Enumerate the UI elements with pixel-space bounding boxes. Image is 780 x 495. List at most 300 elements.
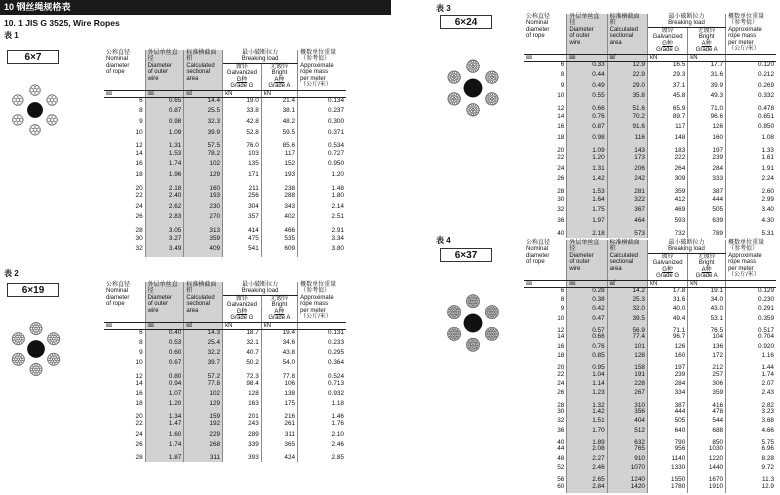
table-cell: 22 [104, 421, 145, 431]
wire [455, 75, 457, 77]
rope-core [27, 340, 44, 357]
unit-kn: kN [647, 280, 687, 287]
table-row [104, 172, 346, 183]
wire [32, 125, 35, 128]
table-cell: 4.66 [761, 426, 774, 434]
wire [48, 358, 50, 360]
wire [453, 103, 455, 105]
table-cell: 18 [524, 353, 567, 362]
table-cell: 103 [223, 151, 262, 162]
unit-mm: ㎜ [567, 54, 607, 61]
rope-cross-section-6x7 [5, 80, 65, 140]
wire [452, 306, 454, 308]
wire [477, 299, 479, 301]
unit-mm: ㎜ [567, 280, 607, 287]
table-cell: 2.82 [761, 401, 774, 409]
table-cell: 0.517 [758, 326, 774, 334]
table-row [524, 72, 776, 82]
table-cell: 444 [647, 409, 687, 418]
table-cell: 32 [104, 246, 145, 257]
wire [48, 340, 50, 342]
table-cell: 211 [223, 183, 262, 194]
table-cell: 1.74 [761, 370, 774, 378]
wire [30, 327, 32, 329]
table-cell: 0.55 [567, 93, 607, 103]
table-cell: 2.27 [567, 456, 607, 465]
wire [486, 77, 488, 79]
wire [494, 331, 496, 333]
table-cell: 475 [223, 236, 262, 247]
wire [456, 331, 458, 333]
table-cell: 243 [223, 421, 262, 431]
table-cell: 49.4 [647, 316, 687, 325]
wire [492, 338, 494, 340]
spec-table [104, 282, 346, 462]
table-cell: 10 [524, 93, 567, 103]
wire [32, 86, 35, 89]
wire [454, 316, 456, 318]
table-cell: 367 [607, 207, 647, 217]
table-cell: 52 [524, 465, 567, 474]
table-cell: 1.18 [331, 400, 344, 408]
table-cell: 412 [647, 197, 687, 207]
header-galvanized-grade-g: 镀锌 Galvanized G种 Grade G [223, 295, 262, 322]
table-cell: 1670 [688, 474, 726, 483]
table-cell: 152 [261, 161, 297, 172]
table-cell: 102 [184, 391, 223, 401]
header-breaking-load: 最小破断拉力 Breaking load [223, 50, 298, 63]
wire [474, 107, 476, 109]
table-cell: 343 [261, 204, 297, 215]
wire [458, 311, 460, 313]
wire [451, 307, 453, 309]
table-cell: 40 [524, 437, 567, 446]
table-cell: 2.08 [567, 446, 607, 455]
wire [453, 71, 455, 73]
table-cell: 34.0 [688, 297, 726, 306]
table-cell: 31.6 [647, 297, 687, 306]
table-cell: 0.44 [567, 72, 607, 82]
wire [12, 358, 14, 360]
wire [467, 344, 469, 346]
wire [473, 349, 475, 351]
table-cell: 1.60 [145, 432, 184, 442]
table-cell: 12 [524, 325, 567, 334]
table-cell: 5.75 [761, 438, 774, 446]
table-cell: 43.8 [261, 350, 297, 360]
table-cell: 16 [104, 391, 145, 401]
table-cell: 3.34 [331, 234, 344, 242]
section-title: 10 钢丝绳规格表 [0, 0, 391, 15]
wire [37, 372, 39, 374]
table-cell: 56.9 [607, 325, 647, 334]
table-cell: 270 [184, 214, 223, 225]
table-cell: 268 [184, 442, 223, 452]
table-cell: 0.120 [758, 61, 774, 69]
table-cell: 3.49 [145, 246, 184, 257]
wire [32, 323, 34, 325]
table-row [104, 130, 346, 141]
header-sectional-area: 标准横截面 积 Calculated sectional area [607, 240, 647, 280]
table-cell: 257 [688, 372, 726, 381]
wire [486, 333, 488, 335]
wire [471, 295, 473, 297]
wire [470, 339, 472, 341]
table-cell: 98.4 [223, 381, 262, 391]
wire [50, 354, 52, 356]
table-cell: 9 [104, 119, 145, 130]
table-cell: 0.98 [145, 119, 184, 130]
table-cell: 40 [524, 228, 567, 238]
table-cell: 1.97 [567, 218, 607, 228]
wire [492, 102, 494, 104]
table-cell: 2.91 [331, 226, 344, 234]
wire [496, 98, 498, 100]
table-cell: 2.65 [567, 474, 607, 483]
table-cell: 11.3 [762, 476, 774, 484]
table-cell: 160 [184, 183, 223, 194]
wire [473, 70, 475, 72]
table-caption-2: 表 2 [4, 269, 19, 278]
header-breaking-load: 最小破断拉力 Breaking load [647, 14, 725, 27]
table-cell: 0.47 [567, 316, 607, 325]
rope-type-tag-3: 6×24 [440, 15, 492, 29]
wire [22, 338, 24, 340]
table-cell: 12 [104, 371, 145, 381]
header-rope-mass: 概数单位重量 （参考值） Approximate rope mass per meter （公斤/米） [298, 50, 346, 90]
table-cell: 732 [647, 228, 687, 238]
table-cell: 0.98 [567, 135, 607, 145]
wire [18, 96, 21, 99]
table-cell: 0.67 [145, 360, 184, 370]
table-cell: 16 [524, 124, 567, 134]
wire [451, 94, 453, 96]
table-cell: 765 [607, 446, 647, 455]
table-cell: 70.2 [607, 114, 647, 124]
wire [35, 91, 38, 94]
table-row [104, 246, 346, 257]
wire [488, 94, 490, 96]
table-cell: 18 [104, 172, 145, 183]
table-cell: 96.6 [688, 114, 726, 124]
table-cell: 192 [184, 421, 223, 431]
wire [491, 336, 493, 338]
wire [469, 344, 471, 346]
table-cell: 32.3 [184, 119, 223, 130]
table-cell: 2.14 [331, 202, 344, 210]
table-cell: 76.0 [223, 140, 262, 151]
table-cell: 104 [688, 334, 726, 343]
header-sectional-area: 标准横截面 积 Calculated sectional area [184, 282, 223, 322]
unit-kn: kN [647, 54, 687, 61]
spec-table-2 [104, 282, 346, 462]
table-cell: 22 [524, 372, 567, 381]
wire [472, 61, 474, 63]
table-cell: 128 [607, 353, 647, 362]
table-cell: 28 [104, 452, 145, 462]
wire [453, 76, 455, 78]
table-cell: 1.89 [567, 437, 607, 446]
table-cell: 2.40 [145, 193, 184, 204]
table-cell: 6.96 [761, 445, 774, 453]
rope-type-tag-1: 6×7 [7, 50, 59, 64]
wire [472, 341, 474, 343]
wire [15, 334, 17, 336]
wire [448, 77, 450, 79]
table-cell: 51.6 [607, 103, 647, 113]
wire [490, 338, 492, 340]
wire [458, 310, 460, 312]
table-cell: 197 [688, 145, 726, 155]
wire [39, 366, 41, 368]
table-cell: 0.57 [567, 325, 607, 334]
wire [452, 316, 454, 318]
wire [473, 113, 475, 115]
table-cell: 12 [524, 103, 567, 113]
table-cell: 191 [607, 372, 647, 381]
table-cell: 42.8 [223, 119, 262, 130]
table-cell: 212 [688, 362, 726, 371]
table-cell: 2.18 [145, 183, 184, 194]
table-cell: 2.10 [331, 430, 344, 438]
table-row [524, 218, 776, 228]
header-rope-mass: 概数单位重量 （参考值） Approximate rope mass per meter （公斤/米） [726, 14, 776, 54]
table-row [524, 390, 776, 399]
wire [49, 115, 52, 118]
table-caption-1: 表 1 [4, 31, 19, 40]
table-cell: 0.85 [567, 353, 607, 362]
header-outer-wire-diameter: 外层单丝直 径 Diameter of outer wire [145, 282, 184, 322]
table-cell: 8 [104, 340, 145, 350]
wire [492, 81, 494, 83]
table-cell: 1.76 [331, 420, 344, 428]
table-cell: 356 [607, 409, 647, 418]
wire [450, 335, 452, 337]
table-cell: 304 [223, 204, 262, 215]
wire [453, 98, 455, 100]
spec-table-3 [524, 14, 776, 238]
table-cell: 357 [223, 214, 262, 225]
table-cell: 1.20 [331, 170, 344, 178]
table-cell: 39.9 [184, 130, 223, 141]
table-cell: 28 [524, 400, 567, 409]
table-cell: 36 [524, 428, 567, 437]
wire [48, 360, 50, 362]
wire [448, 333, 450, 335]
wire [476, 300, 478, 302]
table-row [524, 316, 776, 325]
table-cell: 2.46 [567, 465, 607, 474]
table-cell: 206 [607, 166, 647, 176]
wire [31, 330, 33, 332]
table-cell: 117 [647, 124, 687, 134]
wire [494, 333, 496, 335]
table-cell: 264 [647, 166, 687, 176]
table-cell: 14.2 [607, 288, 647, 297]
table-row [104, 360, 346, 370]
table-cell: 469 [647, 207, 687, 217]
table-cell: 238 [261, 183, 297, 194]
table-cell: 106 [261, 381, 297, 391]
table-cell: 1.74 [145, 442, 184, 452]
table-cell: 1220 [688, 456, 726, 465]
wire [454, 328, 456, 330]
rope-type-tag-2: 6×19 [7, 283, 59, 297]
wire [53, 342, 55, 344]
header-nominal-diameter: 公称直径 Nominal diameter of rope [104, 282, 145, 322]
table-row [524, 135, 776, 145]
table-cell: 228 [607, 381, 647, 390]
table-cell: 31.6 [688, 72, 726, 82]
table-cell: 40.7 [223, 350, 262, 360]
table-cell: 573 [607, 228, 647, 238]
wire [448, 335, 450, 337]
table-cell: 0.237 [328, 107, 344, 115]
wire [488, 72, 490, 74]
wire [455, 81, 457, 83]
table-cell: 0.269 [758, 81, 774, 89]
table-cell: 0.364 [328, 359, 344, 367]
wire [490, 103, 492, 105]
table-cell: 91.6 [607, 124, 647, 134]
wire [488, 313, 490, 315]
wire [453, 330, 455, 332]
wire [456, 338, 458, 340]
table-cell: 0.95 [567, 362, 607, 371]
spec-table [104, 50, 346, 257]
wire [467, 300, 469, 302]
table-cell: 0.53 [145, 340, 184, 350]
table-cell: 1.42 [567, 409, 607, 418]
table-cell: 19.1 [688, 288, 726, 297]
wire [477, 65, 479, 67]
wire [13, 360, 15, 362]
rope-type-tag-4: 6×37 [440, 248, 492, 262]
table-cell: 359 [184, 236, 223, 247]
table-cell: 128 [223, 391, 262, 401]
wire [496, 310, 498, 312]
table-cell: 1.74 [145, 161, 184, 172]
table-cell: 639 [688, 218, 726, 228]
table-cell: 34.6 [261, 340, 297, 350]
wire [14, 115, 17, 118]
wire [52, 115, 55, 118]
wire [475, 299, 477, 301]
table-cell: 466 [261, 225, 297, 236]
table-cell: 0.295 [328, 349, 344, 357]
wire [52, 121, 55, 124]
table-cell: 9.72 [761, 463, 774, 471]
table-cell: 14.4 [184, 98, 223, 109]
table-cell: 77.4 [607, 334, 647, 343]
wire [471, 305, 473, 307]
wire [476, 107, 478, 109]
wire [451, 72, 453, 74]
table-cell: 163 [223, 401, 262, 411]
table-cell: 44 [524, 446, 567, 455]
wire [467, 66, 469, 68]
table-cell: 0.65 [145, 98, 184, 109]
table-cell: 402 [261, 214, 297, 225]
wire [22, 358, 24, 360]
table-cell: 8 [524, 72, 567, 82]
header-bright-grade-a: 无镀锌 Bright A种 Grade A [261, 63, 297, 90]
table-cell: 24 [104, 204, 145, 215]
unit-mm: ㎜ [104, 322, 145, 329]
wire [458, 76, 460, 78]
wire [473, 295, 475, 297]
wire [456, 316, 458, 318]
wire [457, 96, 459, 98]
wire [40, 368, 42, 370]
table-cell: 12 [104, 140, 145, 151]
rope-cross-section-6x37 [440, 290, 506, 356]
table-cell: 48.2 [261, 119, 297, 130]
table-cell: 1.61 [761, 154, 774, 162]
header-outer-wire-diameter: 外层单丝直 径 Diameter of outer wire [567, 14, 607, 54]
table-cell: 1.14 [567, 381, 607, 390]
header-breaking-load: 最小破断拉力 Breaking load [647, 240, 725, 253]
header-outer-wire-diameter: 外层单丝直 径 Diameter of outer wire [567, 240, 607, 280]
table-cell: 4.30 [761, 216, 774, 224]
table-cell: 387 [647, 400, 687, 409]
wire [476, 344, 478, 346]
table-cell: 148 [647, 135, 687, 145]
table-cell: 0.727 [328, 149, 344, 157]
unit-kn: kN [223, 322, 262, 329]
table-cell: 78.2 [184, 151, 223, 162]
table-row [524, 428, 776, 437]
table-cell: 1420 [607, 484, 647, 493]
table-cell: 26 [524, 176, 567, 186]
wire [457, 333, 459, 335]
wire [450, 333, 452, 335]
wire [472, 114, 474, 116]
table-cell: 2.07 [761, 379, 774, 387]
table-cell: 2.51 [331, 213, 344, 221]
wire [496, 311, 498, 313]
table-cell: 0.233 [328, 338, 344, 346]
wire [470, 105, 472, 107]
table-cell: 77.8 [184, 381, 223, 391]
header-sectional-area: 标准横截面 积 Calculated sectional area [607, 14, 647, 54]
table-cell: 19.4 [261, 330, 297, 340]
table-cell: 22.9 [607, 72, 647, 82]
table-row [524, 353, 776, 362]
header-nominal-diameter: 公称直径 Nominal diameter of rope [524, 240, 567, 280]
table-cell: 0.60 [145, 350, 184, 360]
table-cell: 143 [607, 145, 647, 155]
table-cell: 322 [607, 197, 647, 207]
table-cell: 5.31 [761, 230, 774, 238]
table-cell: 126 [688, 124, 726, 134]
table-cell: 21.4 [261, 98, 297, 109]
table-cell: 1240 [607, 474, 647, 483]
table-cell: 39.9 [688, 83, 726, 93]
wire [469, 300, 471, 302]
wire [35, 125, 38, 128]
wire [454, 338, 456, 340]
wire [488, 307, 490, 309]
table-cell: 77.8 [261, 371, 297, 381]
header-outer-wire-diameter: 外层单丝直 径 Diameter of outer wire [145, 50, 184, 90]
header-galvanized-grade-g: 镀锌 Galvanized G种 Grade G [647, 27, 687, 54]
table-cell: 0.134 [328, 97, 344, 105]
wire [35, 131, 38, 134]
table-cell: 0.920 [758, 342, 774, 350]
table-cell: 16 [524, 344, 567, 353]
table-cell: 1330 [647, 465, 687, 474]
